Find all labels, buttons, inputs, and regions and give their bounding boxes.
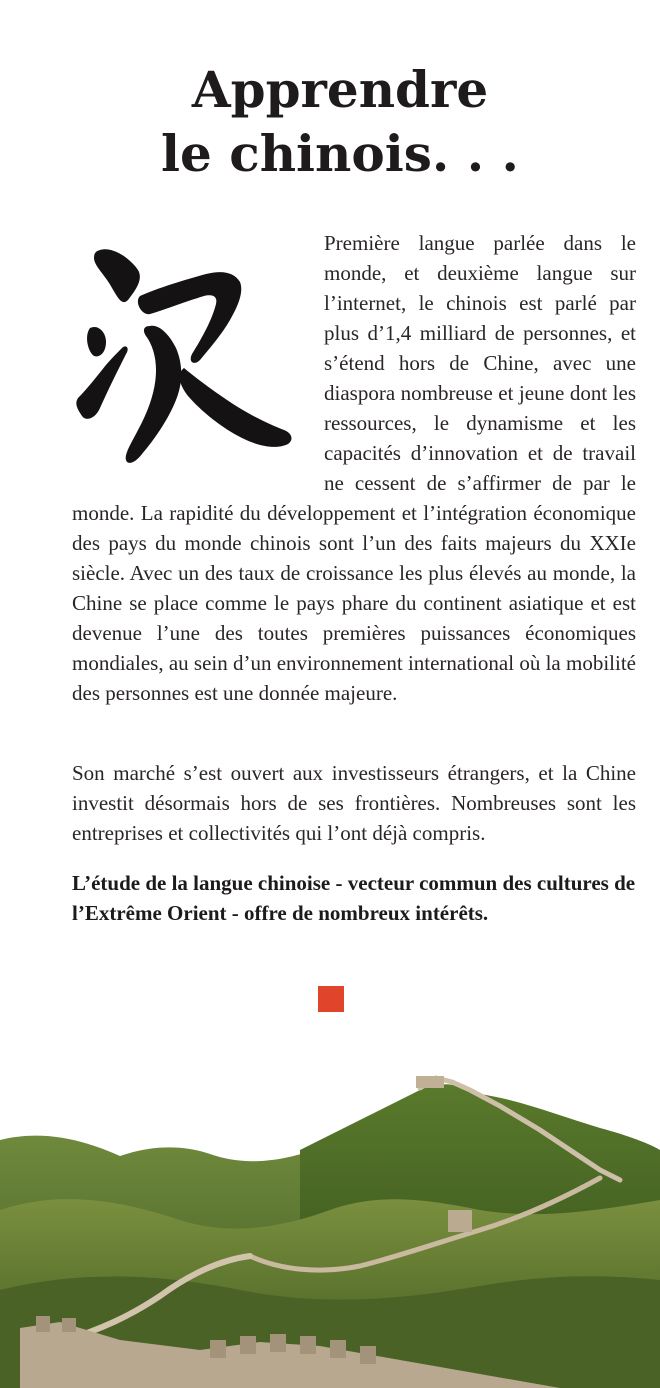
great-wall-landscape [0,1060,660,1388]
title-line-1: Apprendre [191,60,489,119]
red-square-icon [318,986,344,1012]
market-paragraph: Son marché s’est ouvert aux investisseurs étrangers, et la Chine investit désormais hors de ses frontières. Nombreuses sont les entreprises et collectivités qui l’ont déjà compris. [72,761,636,845]
page-title [0,58,660,186]
glyph-wrap-spacer [72,228,324,492]
intro-paragraph [72,228,636,708]
conclusion-paragraph: L’étude de la langue chinoise - vecteur commun des cultures de l’Extrême Orient - offre de nombreux intérêts. [72,871,636,925]
intro-text: Première langue parlée dans le monde, et deuxième langue sur l’internet, le chinois est parlé par plus d’1,4 milliard de personnes, et s’étend hors de Chine, avec une diaspora nombreuse et jeune dont les ressources, le dynamisme et les capacités d’innovation et de travail ne cessent de s’affirmer de par le monde. La rapidité du développement et l’intégration économique des pays du monde chinois sont l’un des faits majeurs du XXIe siècle. Avec un des taux de croissance les plus élevés au monde, la Chine se place comme le pays phare du continent asiatique et est devenue l’une des toutes premières puissances économiques mondiales, au sein d’un environnement international où la mobilité des personnes est une donnée majeure. [72,231,636,705]
title-line-2: le chinois. . . [161,124,519,183]
